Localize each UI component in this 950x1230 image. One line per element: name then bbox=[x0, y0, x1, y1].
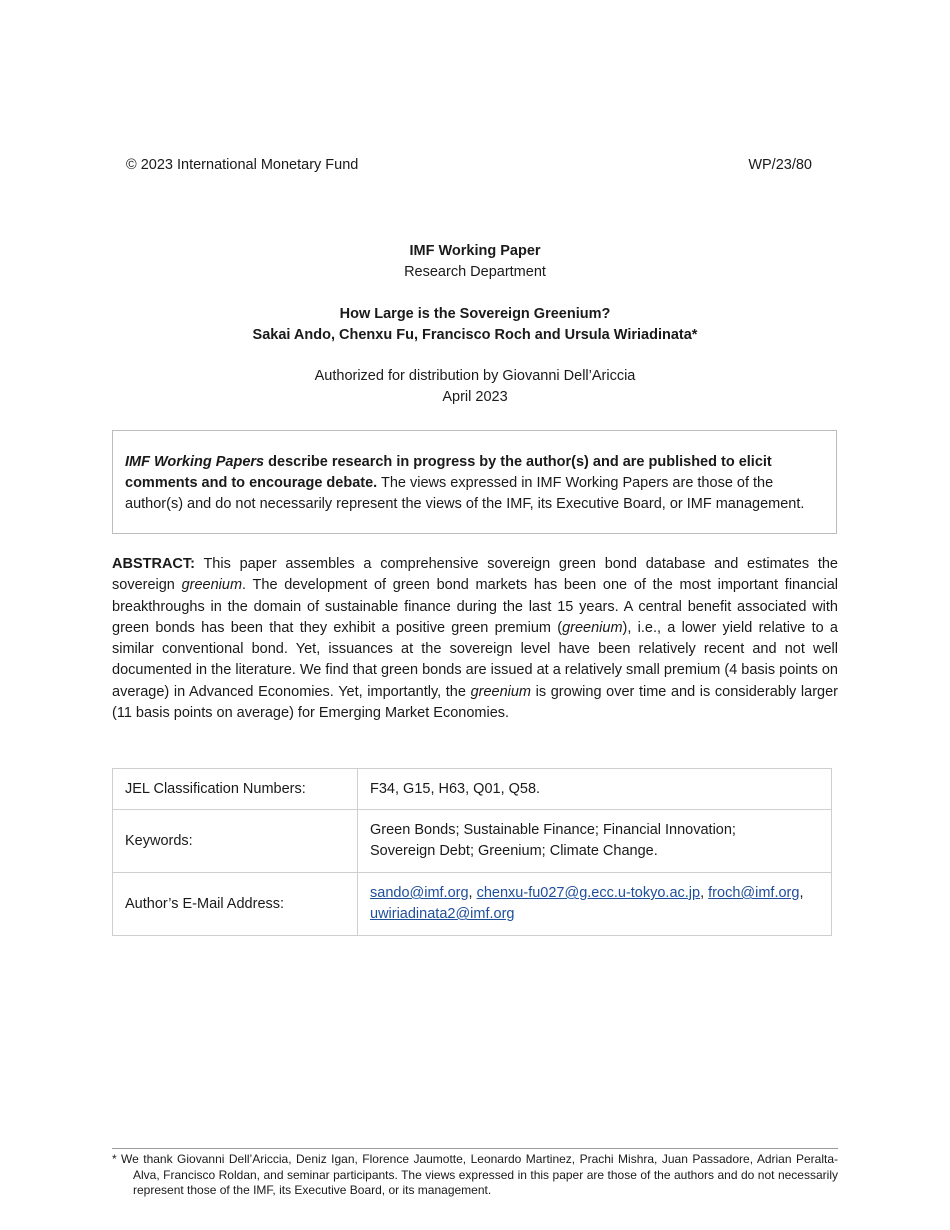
abstract-text: ), i.e., a lower yield relative to a similar conventional bond. Yet, issuances at the sovereign level have been relatively recent and not well documented in the literature. We find that green bonds are issued at a relatively small premium (4 basis points on average) in Advanced Economies. Yet, importantly, the bbox=[112, 619, 838, 700]
acknowledgement-footnote bbox=[112, 1152, 838, 1199]
table-row bbox=[113, 873, 832, 936]
jel-label: JEL Classification Numbers: bbox=[113, 769, 358, 810]
email-separator: , bbox=[468, 885, 477, 901]
abstract-emphasis: greenium bbox=[562, 619, 623, 636]
author-list: Sakai Ando, Chenxu Fu, Francisco Roch and Ursula Wiriadinata* bbox=[252, 327, 698, 343]
table-row bbox=[113, 810, 832, 873]
series-name: IMF Working Paper bbox=[409, 243, 541, 259]
email-link-ando[interactable]: sando@imf.org bbox=[370, 885, 469, 901]
series-block bbox=[0, 241, 950, 283]
publication-date: April 2023 bbox=[442, 389, 508, 405]
email-link-wiriadinata[interactable]: uwiriadinata2@imf.org bbox=[370, 906, 515, 922]
email-separator: , bbox=[799, 885, 804, 901]
classification-table bbox=[112, 768, 832, 936]
abstract-text: is growing over time and is considerably larger (11 basis points on average) for Emerging Market Economies. bbox=[112, 683, 838, 722]
disclaimer-lead: IMF Working Papers bbox=[125, 454, 265, 470]
footnote-text: We thank Giovanni Dell’Ariccia, Deniz Igan, Florence Jaumotte, Leonardo Martinez, Prachi Mishra, Juan Passadore, Adrian Peralta-Alva, Francisco Roldan, and seminar participants. The views expressed in this paper are those of the authors and do not necessarily represent those of the IMF, its Executive Board, or its management. bbox=[121, 1152, 838, 1197]
email-separator: , bbox=[700, 885, 709, 901]
department-name: Research Department bbox=[404, 264, 546, 280]
authorized-by: Authorized for distribution by Giovanni Dell’Ariccia bbox=[314, 368, 636, 384]
paper-title: How Large is the Sovereign Greenium? bbox=[339, 306, 611, 322]
abstract-text: This paper assembles a comprehensive sovereign green bond database and estimates the sovereign bbox=[112, 556, 838, 594]
authorization-block bbox=[0, 366, 950, 408]
email-link-fu[interactable]: chenxu-fu027@g.ecc.u-tokyo.ac.jp bbox=[476, 885, 701, 901]
abstract-emphasis: greenium bbox=[470, 683, 532, 700]
disclaimer-bold-text: describe research in progress by the author(s) and are published to elicit comments and to encourage debate. bbox=[125, 454, 772, 491]
keywords-label: Keywords: bbox=[113, 810, 358, 873]
keywords-value bbox=[358, 810, 832, 873]
table-row bbox=[113, 769, 832, 810]
footnote-marker: * bbox=[112, 1152, 117, 1166]
email-label: Author’s E-Mail Address: bbox=[113, 873, 358, 936]
disclaimer-plain-text: The views expressed in IMF Working Papers are those of the author(s) and do not necessarily represent the views of the IMF, its Executive Board, or IMF management. bbox=[125, 475, 805, 512]
abstract-emphasis: greenium bbox=[181, 577, 243, 594]
paper-number: WP/23/80 bbox=[748, 157, 812, 173]
keywords-line: Green Bonds; Sustainable Finance; Financial Innovation; bbox=[370, 822, 736, 838]
jel-value: F34, G15, H63, Q01, Q58. bbox=[358, 769, 832, 810]
title-block bbox=[0, 304, 950, 346]
disclaimer-box bbox=[112, 430, 837, 534]
abstract-text: . The development of green bond markets has been one of the most important financial breakthroughs in the domain of sustainable finance during the last 15 years. A central benefit associated with green bonds has been that they exhibit a positive green premium ( bbox=[112, 577, 838, 636]
keywords-line: Sovereign Debt; Greenium; Climate Change. bbox=[370, 843, 658, 859]
email-value bbox=[358, 873, 832, 936]
copyright-notice: © 2023 International Monetary Fund bbox=[126, 157, 359, 173]
abstract-paragraph bbox=[112, 554, 838, 724]
abstract-label: ABSTRACT: bbox=[112, 556, 195, 572]
page-header bbox=[126, 157, 812, 173]
email-link-roch[interactable]: froch@imf.org bbox=[708, 885, 800, 901]
footnote-divider bbox=[112, 1148, 838, 1149]
